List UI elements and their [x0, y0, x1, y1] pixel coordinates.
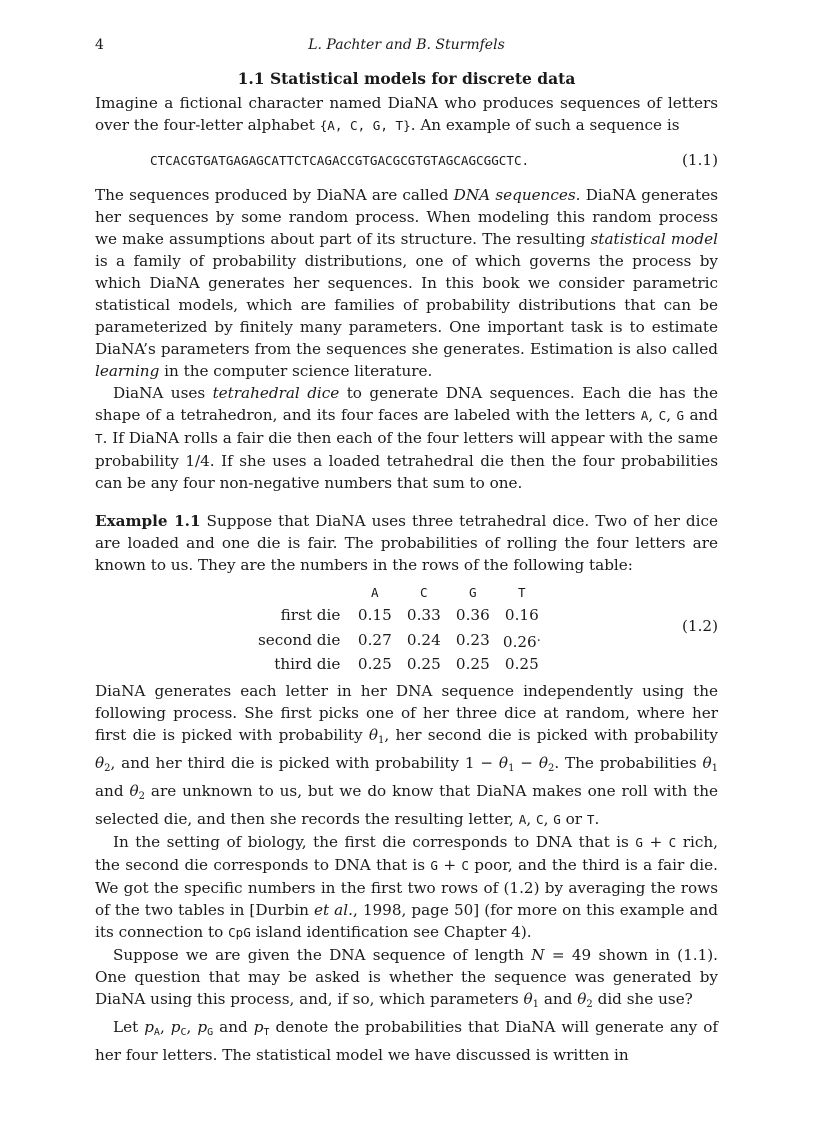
column-header: G	[469, 585, 477, 600]
alphabet-set: {A, C, G, T}	[319, 118, 411, 133]
table-cell: 0.25	[357, 655, 392, 674]
table-cell: 0.16	[504, 606, 539, 624]
column-header: A	[371, 585, 379, 600]
table-cell: 0.25	[504, 655, 539, 674]
table-cell: 0.33	[406, 606, 441, 624]
table-row	[258, 626, 546, 653]
paragraph-question: Suppose we are given the DNA sequence of length N = 49 shown in (1.1). One question that may be asked is whether the sequence was generated by DiaNA using this process, and, if so, which parameters $\theta_1$ and $\theta_2$ did she use?	[95, 946, 718, 1010]
equation-1-1	[95, 146, 718, 178]
row-label: first die	[280, 606, 341, 624]
column-header: T	[518, 585, 526, 600]
section-title: 1.1 Statistical models for discrete data	[237, 69, 576, 88]
page-number: 4	[95, 37, 104, 53]
paragraph-process: DiaNA generates each letter in her DNA sequence independently using the following process. She first picks one of her three dice at random, where her first die is picked with probability $\theta_1$, her second die is picked with probability $\theta_2$, and her third die is picked with probability $1 - \theta_1 - \theta_2$. The probabilities $\theta_1$ and $\theta_2$ are unknown to us, but we do know that DiaNA makes one roll with the selected die, and then she records the resulting letter, A, C, G or T.	[95, 682, 719, 828]
paragraph-biology: In the setting of biology, the first die corresponds to DNA that is G + C rich, the second die corresponds to DNA that is G + C poor, and the third is a fair die. We got the specific numbers in the first two rows of (1.2) by averaging the rows of the two tables in [Durbin et al., 1998, page 50] (for more on this example and its connection to CpG island identification see Chapter 4).	[95, 833, 719, 941]
dna-sequence: CTCACGTGATGAGAGCATTCTCAGACCGTGACGCGTGTAGCAGCGGCTC.	[150, 153, 530, 168]
example-1-1: Example 1.1 Suppose that DiaNA uses three tetrahedral dice. Two of her dice are loaded and one die is fair. The probabilities of rolling the four letters are known to us. They are the numbers in the rows of the following table:	[95, 512, 718, 574]
row-label: third die	[274, 655, 341, 674]
running-header	[95, 34, 718, 60]
paragraph-dna-sequences: The sequences produced by DiaNA are called DNA sequences. DiaNA generates her sequences by some random process. When modeling this random process we make assumptions about part of its structure. The resulting statistical model is a family of probability distributions, one of which governs the process by which DiaNA generates her sequences. In this book we consider parametric statistical models, which are families of probability distributions that can be parameterized by finitely many parameters. One important task is to estimate DiaNA’s parameters from the sequences she generates. Estimation is also called learning in the computer science literature.	[95, 186, 718, 380]
example-label: Example 1.1	[95, 512, 201, 530]
table-cell: 0.26.	[502, 629, 541, 652]
table-cell: 0.25	[406, 655, 441, 674]
table-row	[258, 604, 546, 626]
table-cell: 0.15	[357, 606, 392, 624]
table-header-row	[258, 582, 546, 604]
table-cell: 0.24	[406, 630, 441, 649]
paragraph-intro: Imagine a fictional character named DiaNA who produces sequences of letters over the four-letter alphabet {A, C, G, T}. An example of such a sequence is	[95, 94, 718, 134]
paragraph-model: Let $p_A$, $p_C$, $p_G$ and $p_T$ denote the probabilities that DiaNA will generate any of her four letters. The statistical model we have discussed is written in	[95, 1018, 719, 1064]
paragraph-tetrahedral-dice: DiaNA uses tetrahedral dice to generate DNA sequences. Each die has the shape of a tetrahedron, and its four faces are labeled with the letters A, C, G and T. If DiaNA rolls a fair die then each of the four letters will appear with the same probability 1/4. If she uses a loaded tetrahedral die then the four probabilities can be any four non-negative numbers that sum to one.	[95, 384, 719, 492]
table-cell: 0.36	[455, 606, 490, 624]
page	[95, 34, 718, 1066]
equation-label: (1.2)	[681, 617, 718, 635]
equation-label: (1.1)	[681, 151, 718, 169]
table-cell: 0.27	[357, 630, 392, 649]
running-head: L. Pachter and B. Sturmfels	[308, 37, 505, 53]
row-label: second die	[258, 630, 341, 649]
table-cell: 0.25	[455, 655, 490, 674]
table-row	[258, 653, 546, 675]
table-cell: 0.23	[455, 630, 490, 649]
column-header: C	[420, 585, 428, 600]
dice-probability-table	[95, 582, 718, 674]
probability-table	[258, 582, 546, 675]
